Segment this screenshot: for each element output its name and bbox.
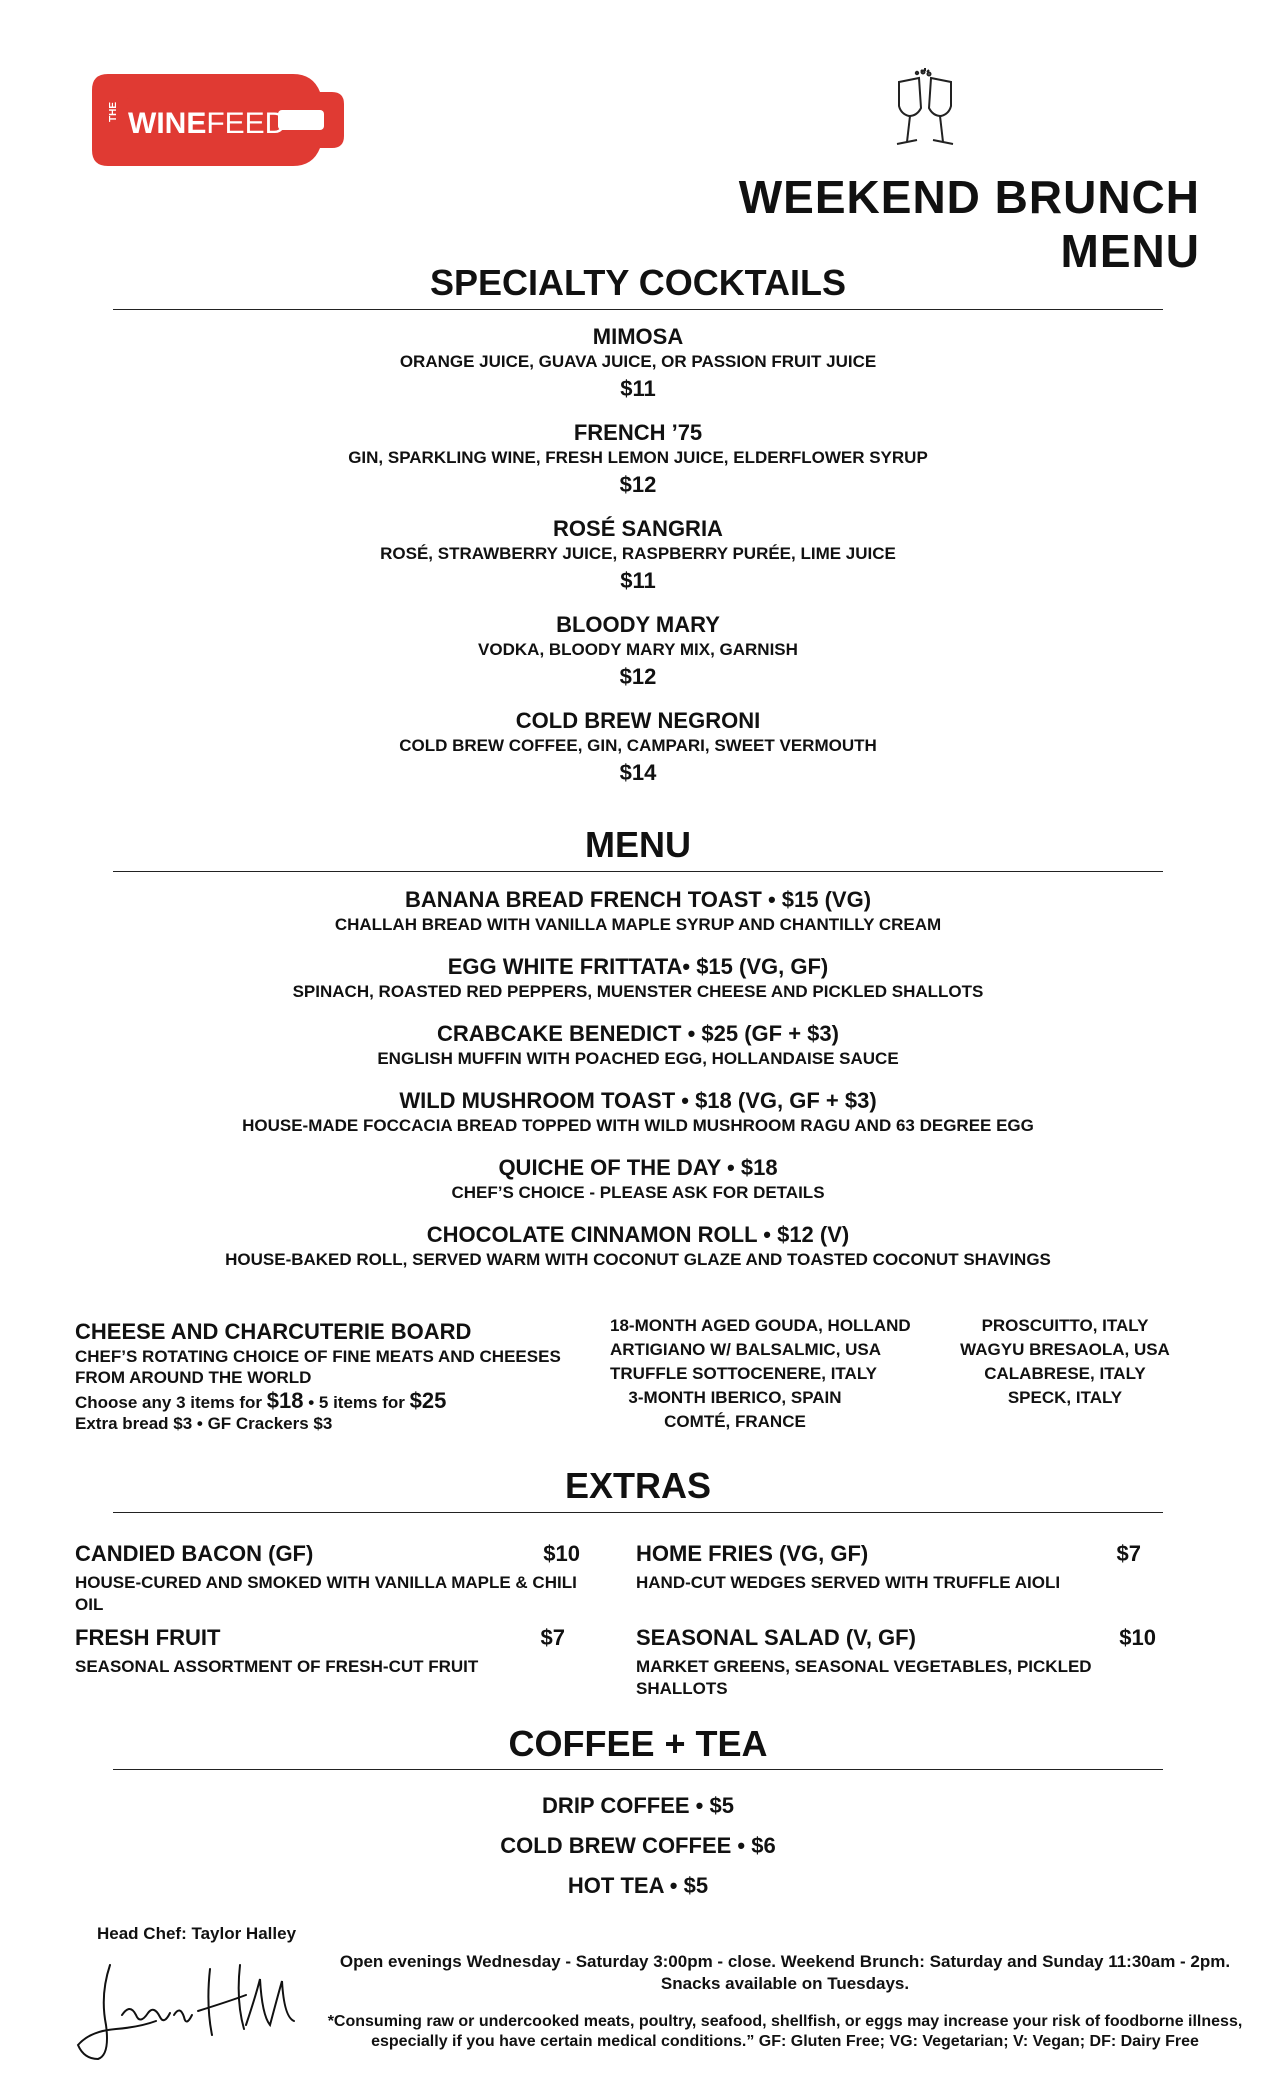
- coffee-list: [113, 1792, 1163, 1912]
- page-title: WEEKEND BRUNCH MENU: [738, 171, 1200, 277]
- dish-desc: CHEF’S CHOICE - PLEASE ASK FOR DETAILS: [451, 1183, 825, 1202]
- dish-name: BANANA BREAD FRENCH TOAST • $15 (VG): [404, 887, 872, 912]
- cocktail-name: FRENCH ’75: [573, 420, 703, 445]
- extras-heading: EXTRAS: [564, 1465, 712, 1506]
- cocktail-price: $14: [619, 760, 657, 785]
- cocktail-item: [113, 707, 1163, 789]
- extra-name: HOME FRIES (VG, GF): [636, 1541, 869, 1566]
- choose-mid: • 5 items for: [303, 1393, 410, 1412]
- cocktail-desc: GIN, SPARKLING WINE, FRESH LEMON JUICE, ELDERFLOWER SYRUP: [348, 448, 928, 467]
- cheese-board-title: CHEESE AND CHARCUTERIE BOARD: [75, 1319, 472, 1344]
- hours-line2: Snacks available on Tuesdays.: [660, 1974, 910, 1993]
- cocktail-item: [113, 515, 1163, 597]
- cocktail-desc: VODKA, BLOODY MARY MIX, GARNISH: [478, 640, 798, 659]
- cocktail-price: $12: [619, 664, 657, 689]
- cocktail-desc: ORANGE JUICE, GUAVA JUICE, OR PASSION FRUIT JUICE: [399, 352, 877, 371]
- section-divider: [113, 1769, 1163, 1770]
- cheese-board-desc-line2: FROM AROUND THE WORLD: [75, 1368, 312, 1387]
- extra-name: CANDIED BACON (GF): [75, 1541, 314, 1566]
- notice-line2: especially if you have certain medical conditions.” GF: Gluten Free; VG: Vegetarian; V: Vegan; DF: Dairy Free: [371, 2033, 1199, 2050]
- price-3-items: $18: [266, 1388, 304, 1413]
- coffee-heading: COFFEE + TEA: [508, 1723, 768, 1764]
- dish-desc: SPINACH, ROASTED RED PEPPERS, MUENSTER CHEESE AND PICKLED SHALLOTS: [292, 982, 984, 1001]
- extra-price: $10: [543, 1541, 580, 1566]
- cocktail-item: [113, 323, 1163, 405]
- extra-name: SEASONAL SALAD (V, GF): [636, 1625, 916, 1650]
- hours-line1: Open evenings Wednesday - Saturday 3:00pm - close. Weekend Brunch: Saturday and Sunday 11:30am - 2pm.: [339, 1952, 1231, 1971]
- extra-price: $7: [1116, 1541, 1141, 1566]
- cheese-item: 18-MONTH AGED GOUDA, HOLLAND: [610, 1316, 911, 1335]
- winefeed-logo: [88, 70, 363, 170]
- dish-desc: ENGLISH MUFFIN WITH POACHED EGG, HOLLANDAISE SAUCE: [377, 1049, 899, 1068]
- cocktail-price: $11: [620, 376, 656, 401]
- dish-name: CHOCOLATE CINNAMON ROLL • $12 (V): [426, 1222, 850, 1247]
- head-chef-label: Head Chef: Taylor Halley: [97, 1924, 297, 1943]
- meat-list: [960, 1314, 1170, 1410]
- extra-item: [636, 1624, 1156, 1700]
- dish-name: QUICHE OF THE DAY • $18: [498, 1155, 778, 1180]
- extra-item: [75, 1624, 565, 1678]
- dish-name: CRABCAKE BENEDICT • $25 (GF + $3): [437, 1021, 839, 1046]
- health-notice: [320, 2012, 1250, 2052]
- coffee-item: HOT TEA • $5: [567, 1873, 709, 1898]
- opening-hours: [320, 1951, 1250, 1995]
- dish-item: [113, 1020, 1163, 1070]
- extra-item: [75, 1540, 580, 1616]
- extra-desc: SEASONAL ASSORTMENT OF FRESH-CUT FRUIT: [75, 1657, 479, 1676]
- choose-prefix: Choose any 3 items for: [75, 1393, 267, 1412]
- cheese-item: TRUFFLE SOTTOCENERE, ITALY: [610, 1364, 877, 1383]
- cheese-board-pricing: [75, 1390, 595, 1414]
- menu-list: [113, 886, 1163, 1288]
- extra-desc: HAND-CUT WEDGES SERVED WITH TRUFFLE AIOLI: [636, 1573, 1061, 1592]
- cheese-board-desc-line1: CHEF’S ROTATING CHOICE OF FINE MEATS AND CHEESES: [75, 1347, 561, 1366]
- dish-desc: CHALLAH BREAD WITH VANILLA MAPLE SYRUP AND CHANTILLY CREAM: [334, 915, 942, 934]
- extra-price: $7: [540, 1625, 565, 1650]
- cheese-list: [610, 1314, 911, 1434]
- cheese-board-info: [75, 1318, 595, 1434]
- dish-item: [113, 1154, 1163, 1204]
- dish-desc: HOUSE-MADE FOCCACIA BREAD TOPPED WITH WILD MUSHROOM RAGU AND 63 DEGREE EGG: [242, 1116, 1034, 1135]
- meat-item: PROSCUITTO, ITALY: [981, 1316, 1149, 1335]
- cocktail-name: ROSÉ SANGRIA: [553, 516, 723, 541]
- section-divider: [113, 871, 1163, 872]
- dish-name: EGG WHITE FRITTATA• $15 (VG, GF): [447, 954, 829, 979]
- dish-name: WILD MUSHROOM TOAST • $18 (VG, GF + $3): [399, 1088, 877, 1113]
- cocktail-item: [113, 611, 1163, 693]
- cheese-item: 3-MONTH IBERICO, SPAIN: [628, 1388, 842, 1407]
- cocktail-price: $12: [619, 472, 657, 497]
- champagne-glasses-icon: [885, 68, 965, 153]
- menu-heading: MENU: [585, 824, 691, 865]
- extra-desc: HOUSE-CURED AND SMOKED WITH VANILLA MAPLE & CHILI OIL: [75, 1573, 577, 1614]
- price-5-items: $25: [409, 1388, 447, 1413]
- logo-small-text: THE: [108, 102, 119, 122]
- dish-desc: HOUSE-BAKED ROLL, SERVED WARM WITH COCONUT GLAZE AND TOASTED COCONUT SHAVINGS: [225, 1250, 1051, 1269]
- cocktail-name: COLD BREW NEGRONI: [515, 708, 761, 733]
- cocktail-price: $11: [620, 568, 656, 593]
- cocktail-desc: COLD BREW COFFEE, GIN, CAMPARI, SWEET VERMOUTH: [399, 736, 877, 755]
- coffee-item: DRIP COFFEE • $5: [542, 1793, 734, 1818]
- extra-price: $10: [1119, 1625, 1156, 1650]
- section-divider: [113, 309, 1163, 310]
- logo-word-feed: FEED: [206, 107, 287, 140]
- cocktail-name: MIMOSA: [592, 324, 684, 349]
- cocktail-item: [113, 419, 1163, 501]
- meat-item: CALABRESE, ITALY: [984, 1364, 1146, 1383]
- section-divider: [113, 1512, 1163, 1513]
- dish-item: [113, 886, 1163, 936]
- extra-item: [636, 1540, 1141, 1594]
- coffee-item: COLD BREW COFFEE • $6: [500, 1833, 776, 1858]
- extra-name: FRESH FRUIT: [75, 1625, 221, 1650]
- meat-item: WAGYU BRESAOLA, USA: [960, 1340, 1170, 1359]
- cocktails-heading: SPECIALTY COCKTAILS: [429, 262, 847, 303]
- extra-desc: MARKET GREENS, SEASONAL VEGETABLES, PICKLED SHALLOTS: [636, 1657, 1092, 1698]
- notice-line1: *Consuming raw or undercooked meats, poultry, seafood, shellfish, or eggs may increase your risk of foodborne illness,: [327, 2013, 1243, 2030]
- svg-text:WINEFEED: [128, 107, 286, 140]
- dish-item: [113, 1087, 1163, 1137]
- cheese-item: COMTÉ, FRANCE: [664, 1412, 806, 1431]
- cheese-item: ARTIGIANO W/ BALSALMIC, USA: [610, 1340, 882, 1359]
- cocktails-list: [113, 323, 1163, 803]
- chef-signature: [70, 1955, 310, 2065]
- cocktail-name: BLOODY MARY: [556, 612, 720, 637]
- meat-item: SPECK, ITALY: [1007, 1388, 1123, 1407]
- logo-word-wine: WINE: [128, 107, 207, 140]
- cheese-board-extra: Extra bread $3 • GF Crackers $3: [75, 1414, 333, 1433]
- cocktail-desc: ROSÉ, STRAWBERRY JUICE, RASPBERRY PURÉE, LIME JUICE: [380, 544, 896, 563]
- dish-item: [113, 953, 1163, 1003]
- dish-item: [113, 1221, 1163, 1271]
